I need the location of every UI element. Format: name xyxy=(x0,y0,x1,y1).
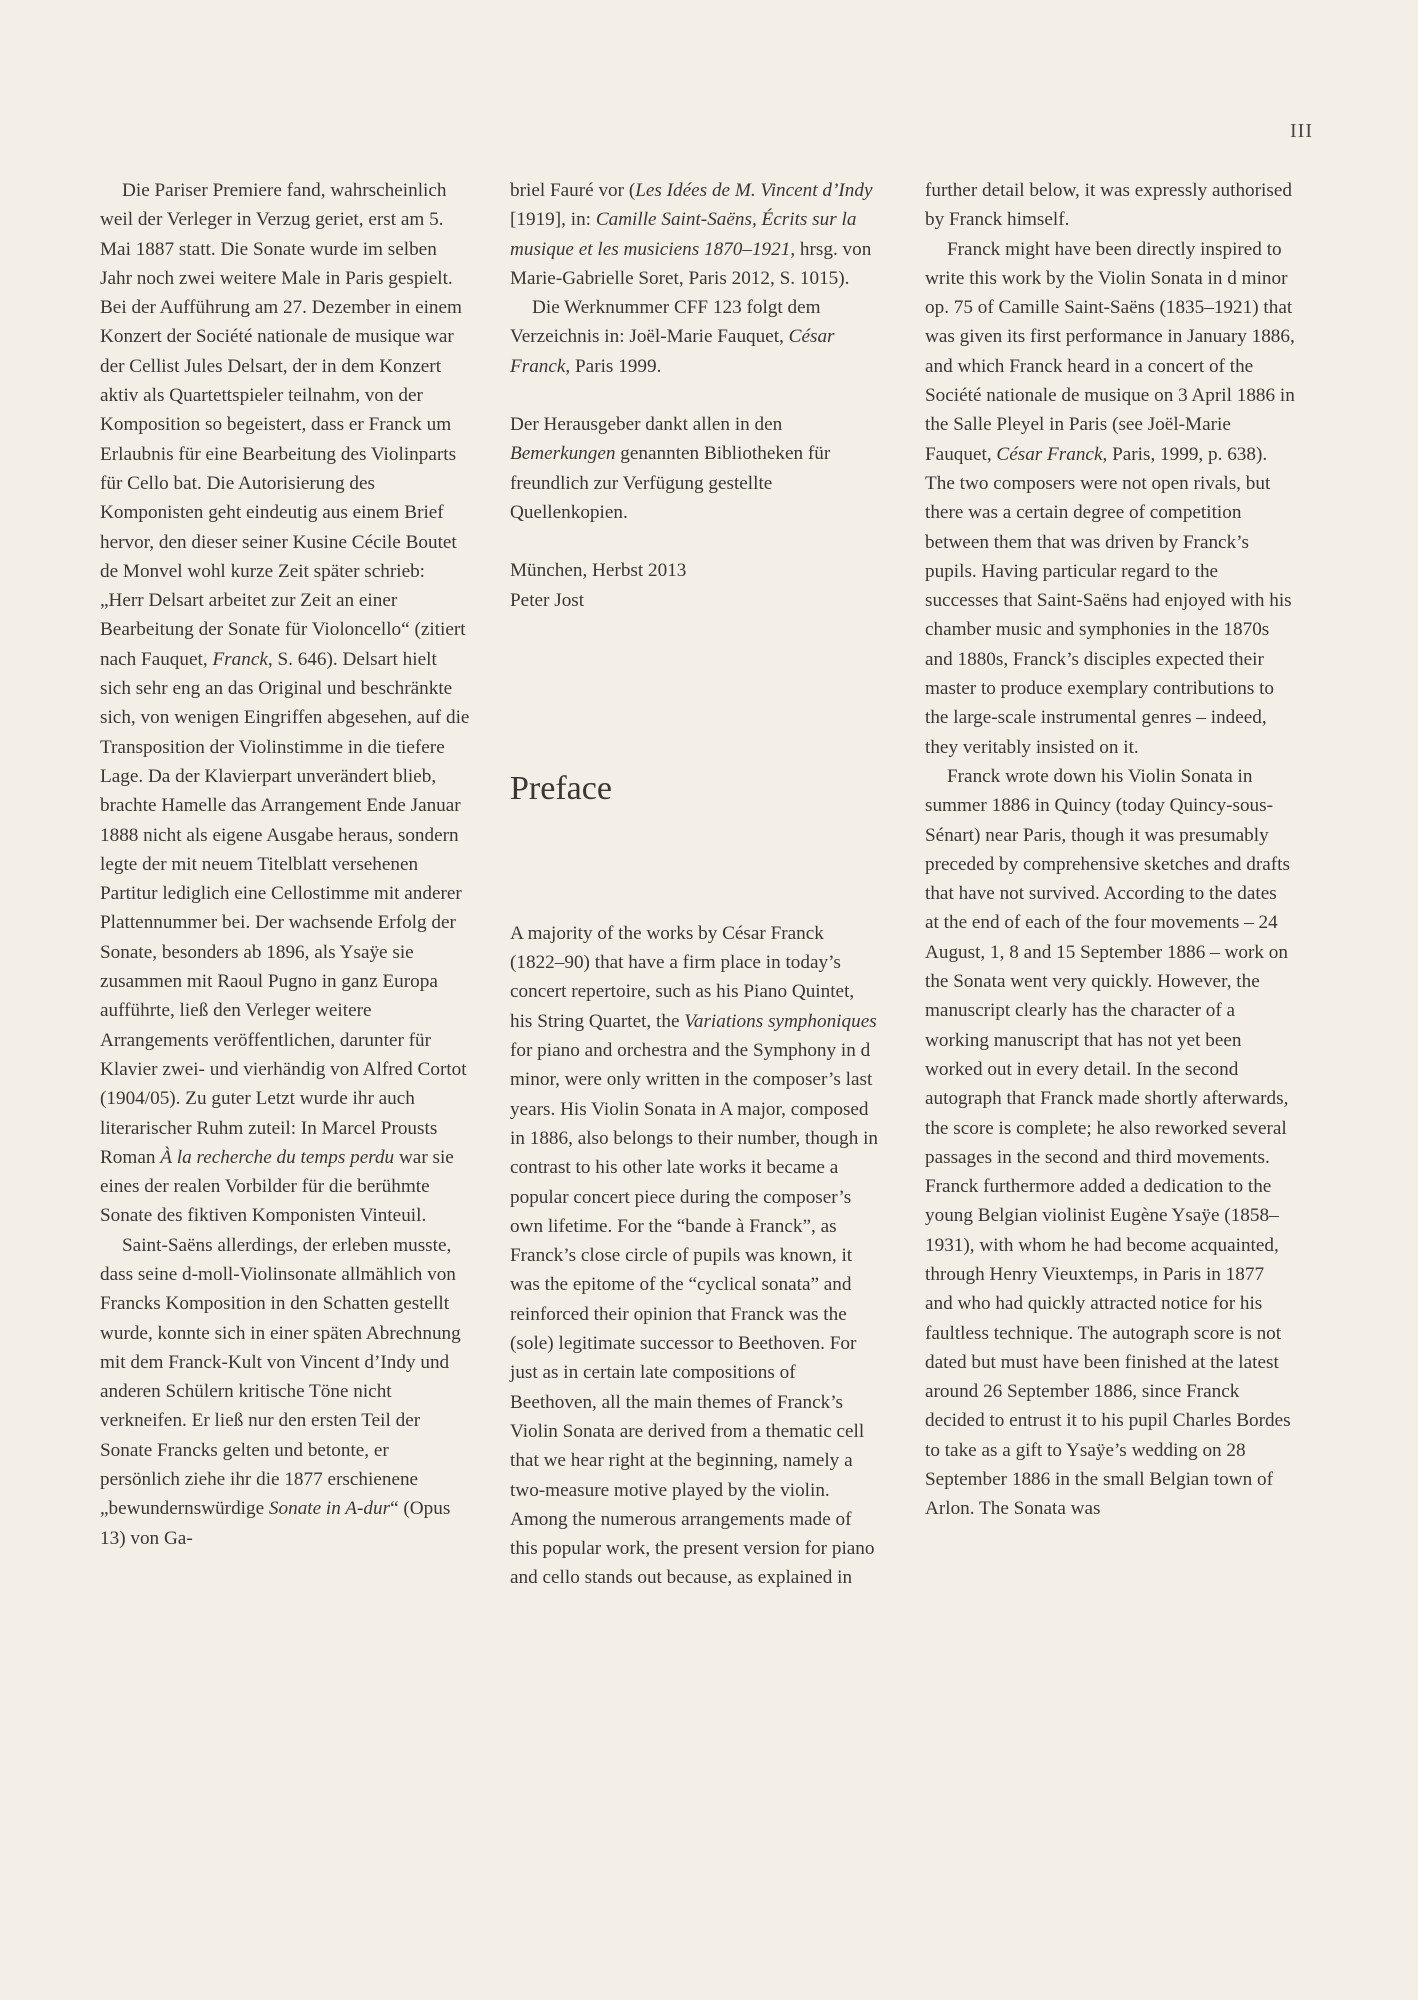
paragraph: further detail below, it was expressly authorised by Franck himself. xyxy=(925,180,1292,231)
paragraph: Die Werknummer CFF 123 folgt dem Verzeichnis in: Joël-Marie Fauquet, César Franck, Paris 1999. xyxy=(510,297,835,377)
page-number: III xyxy=(1290,120,1313,142)
column-english xyxy=(925,176,1295,1524)
italic-title: Sonate in A-dur xyxy=(268,1498,391,1520)
author-name: Peter Jost xyxy=(510,589,585,611)
paragraph: briel Fauré vor (Les Idées de M. Vincent d’Indy [1919], in: Camille Saint-Saëns, Écrits sur la musique et les musiciens 1870–1921, hrsg. von Marie-Gabrielle Soret, Paris 2012, S. 1015). xyxy=(510,180,873,289)
column-german-1 xyxy=(100,176,470,1553)
section-heading: Preface xyxy=(510,769,612,807)
acknowledgement: Der Herausgeber dankt allen in den Bemerkungen genannten Bibliotheken für freundlich zur Verfügung gestellte Quellenkopien. xyxy=(510,414,831,523)
paragraph: A majority of the works by César Franck (1822–90) that have a firm place in today’s concert repertoire, such as his Piano Quintet, his String Quartet, the Variations symphoniques for piano and orchestra and the Symphony in d minor, were only written in the composer’s last years. His Violin Sonata in A major, composed in 1886, also belongs to their number, though in contrast to his other late works it became a popular concert piece during the composer’s own lifetime. For the “bande à Franck”, as Franck’s close circle of pupils was known, it was the epitome of the “cyclical sonata” and reinforced their opinion that Franck was the (sole) legitimate successor to Beethoven. For just as in certain late compositions of Beethoven, all the main themes of Franck’s Violin Sonata are derived from a thematic cell that we hear right at the beginning, namely a two-measure motive played by the violin. Among the numerous arrangements made of this popular work, the present version for piano and cello stands out because, as explained in xyxy=(510,922,879,1589)
paragraph: Franck might have been directly inspired to write this work by the Violin Sonata in d minor op. 75 of Camille Saint-Saëns (1835–1921) that was given its first performance in January 1886, and which Franck heard in a concert of the Société nationale de musique on 3 April 1886 in the Salle Pleyel in Paris (see Joël-Marie Fauquet, César Franck, Paris, 1999, p. 638). The two composers were not open rivals, but there was a certain degree of competition between them that was driven by Franck’s pupils. Having particular regard to the successes that Saint-Saëns had enjoyed with his chamber music and symphonies in the 1870s and 1880s, Franck’s disciples expected their master to produce exemplary contributions to the large-scale instrumental genres – indeed, they veritably insisted on it. xyxy=(925,238,1295,758)
place-date: München, Herbst 2013 xyxy=(510,560,687,582)
column-middle xyxy=(510,176,880,1593)
italic-title: Franck xyxy=(212,648,268,670)
paragraph: Saint-Saëns allerdings, der erleben musste, dass seine d-moll-Violinsonate allmählich von Francks Komposition in den Schatten gestellt wurde, konnte sich in einer späten Abrechnung mit dem Franck-Kult von Vincent d’Indy und anderen Schülern kritische Töne nicht verkneifen. Er ließ nur den ersten Teil der Sonate Francks gelten und betonte, er persönlich ziehe ihr die 1877 erschienene „bewundernswürdige Sonate in A-dur“ (Opus 13) von Ga- xyxy=(100,1234,461,1549)
italic-title: À la recherche du temps perdu xyxy=(160,1146,395,1168)
paragraph: Franck wrote down his Violin Sonata in summer 1886 in Quincy (today Quincy-sous-Sénart) near Paris, though it was presumably preceded by comprehensive sketches and drafts that have not survived. According to the dates at the end of each of the four movements – 24 August, 1, 8 and 15 September 1886 – work on the Sonata went very quickly. However, the manuscript clearly has the character of a working manuscript that has not yet been worked out in every detail. In the second autograph that Franck made shortly afterwards, the score is complete; he also reworked several passages in the second and third movements. Franck furthermore added a dedication to the young Belgian violinist Eugène Ysaÿe (1858–1931), with whom he had become acquainted, through Henry Vieuxtemps, in Paris in 1877 and who had quickly attracted notice for his faultless technique. The autograph score is not dated but must have been finished at the latest around 26 September 1886, since Franck decided to entrust it to his pupil Charles Bordes to take as a gift to Ysaÿe’s wedding on 28 September 1886 in the small Belgian town of Arlon. The Sonata was xyxy=(925,765,1291,1520)
paragraph: Die Pariser Premiere fand, wahrscheinlich weil der Verleger in Verzug geriet, erst am 5. Mai 1887 statt. Die Sonate wurde im selben Jahr noch zwei weitere Male in Paris gespielt. Bei der Aufführung am 27. Dezember in einem Konzert der Société nationale de musique war der Cellist Jules Delsart, der in dem Konzert aktiv als Quartettspieler teilnahm, von der Komposition so begeistert, dass er Franck um Erlaubnis für eine Bearbeitung des Violinparts für Cello bat. Die Autorisierung des Komponisten geht eindeutig aus einem Brief hervor, den dieser seiner Kusine Cécile Boutet de Monvel wohl kurze Zeit später schrieb: „Herr Delsart arbeitet zur Zeit an einer Bearbeitung der Sonate für Violoncello“ (zitiert nach Fauquet, Franck, S. 646). Delsart hielt sich sehr eng an das Original und beschränkte sich, von wenigen Eingriffen abgesehen, auf die Transposition der Violinstimme in die tiefere Lage. Da der Klavierpart unverändert blieb, brachte Hamelle das Arrangement Ende Januar 1888 nicht als eigene Ausgabe heraus, sondern legte der mit neuem Titelblatt versehenen Partitur lediglich eine Cellostimme mit anderer Plattennummer bei. Der wachsende Erfolg der Sonate, besonders ab 1896, als Ysaÿe sie zusammen mit Raoul Pugno in ganz Europa aufführte, ließ den Verleger weitere Arrangements veröffentlichen, darunter für Klavier zwei- und vierhändig von Alfred Cortot (1904/05). Zu guter Letzt wurde ihr auch literarischer Ruhm zuteil: In Marcel Prousts Roman À la recherche du temps perdu war sie eines der realen Vorbilder für die berühmte Sonate des fiktiven Komponisten Vinteuil. xyxy=(100,180,470,1227)
